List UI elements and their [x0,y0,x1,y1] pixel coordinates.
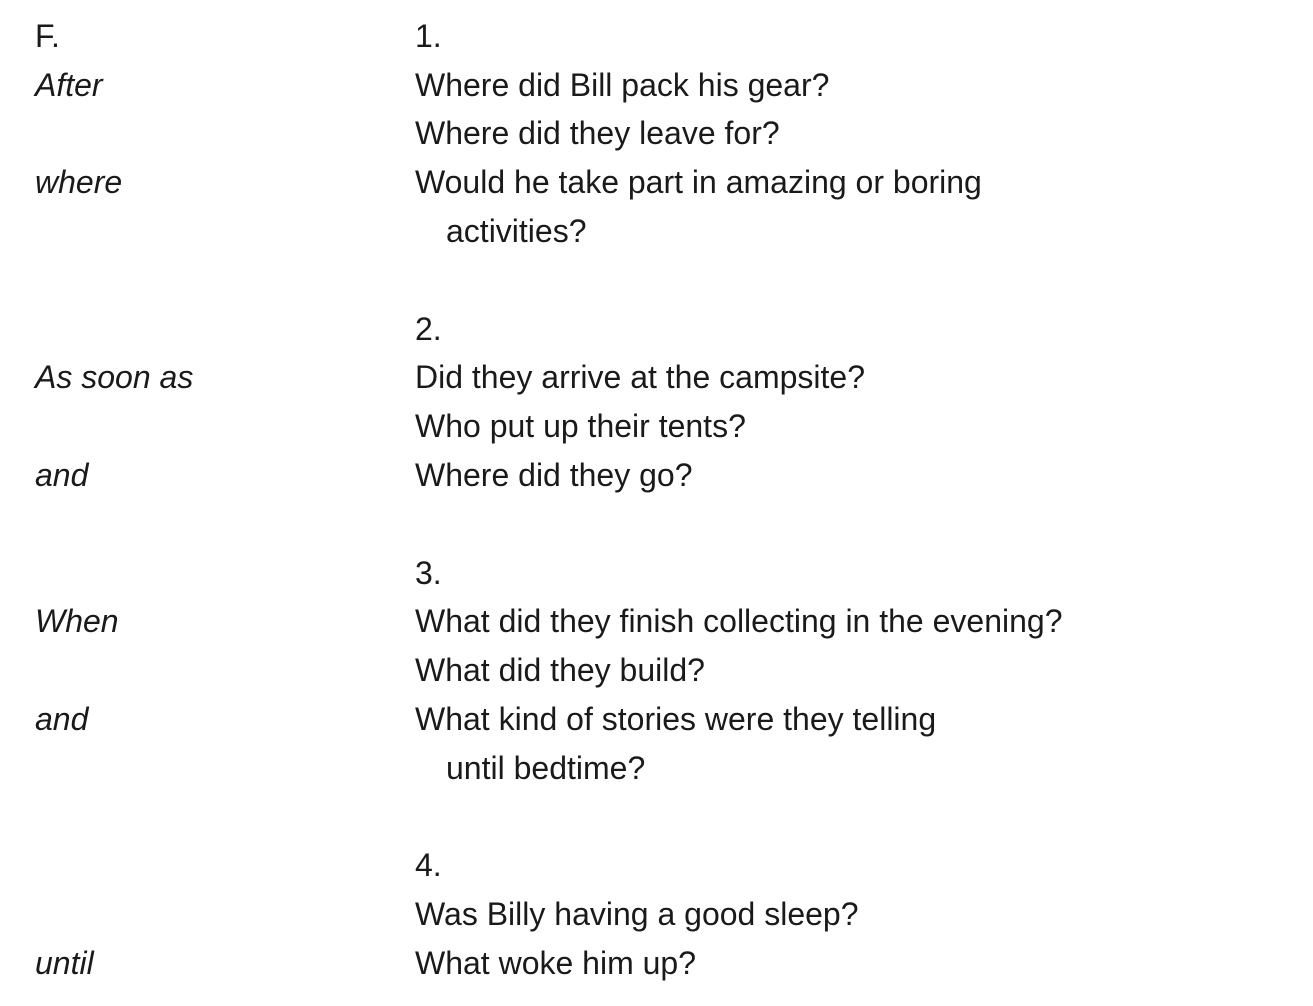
question-row [35,158,1293,207]
question-3-3: What kind of stories were they telling [415,701,937,738]
connector-and-2: and [35,701,89,738]
blank-row [35,500,1293,549]
section-header-row [35,549,1293,598]
question-3-1: What did they finish collecting in the evening? [415,603,1063,640]
question-1-3: Would he take part in amazing or boring [415,164,982,201]
section-1-number: 1. [415,17,442,54]
question-4-2: What woke him up? [415,945,697,982]
question-row [35,939,1293,988]
connector-until: until [35,945,94,982]
question-2-2: Who put up their tents? [415,408,746,445]
exercise-label: F. [35,17,60,54]
blank-row [35,793,1293,842]
question-row [35,598,1293,647]
question-row [35,110,1293,159]
connector-as-soon-as: As soon as [35,359,194,396]
question-row [35,744,1293,793]
question-3-2: What did they build? [415,652,705,689]
question-4-1: Was Billy having a good sleep? [415,896,859,933]
header-row [35,12,1293,61]
question-1-3-continued: activities? [446,213,587,250]
question-2-3: Where did they go? [415,457,693,494]
connector-where: where [35,164,123,201]
section-header-row [35,842,1293,891]
question-row [35,451,1293,500]
question-row [35,695,1293,744]
section-header-row [35,305,1293,354]
section-4-number: 4. [415,847,442,884]
question-row [35,402,1293,451]
connector-and-1: and [35,457,89,494]
question-row [35,207,1293,256]
question-row [35,61,1293,110]
blank-row [35,256,1293,305]
question-1-2: Where did they leave for? [415,115,780,152]
question-row [35,646,1293,695]
connector-after: After [35,66,103,103]
section-2-number: 2. [415,310,442,347]
question-row [35,354,1293,403]
question-row [35,890,1293,939]
connector-when: When [35,603,119,640]
question-2-1: Did they arrive at the campsite? [415,359,865,396]
question-1-1: Where did Bill pack his gear? [415,66,830,103]
section-3-number: 3. [415,554,442,591]
question-3-3-continued: until bedtime? [446,749,646,786]
